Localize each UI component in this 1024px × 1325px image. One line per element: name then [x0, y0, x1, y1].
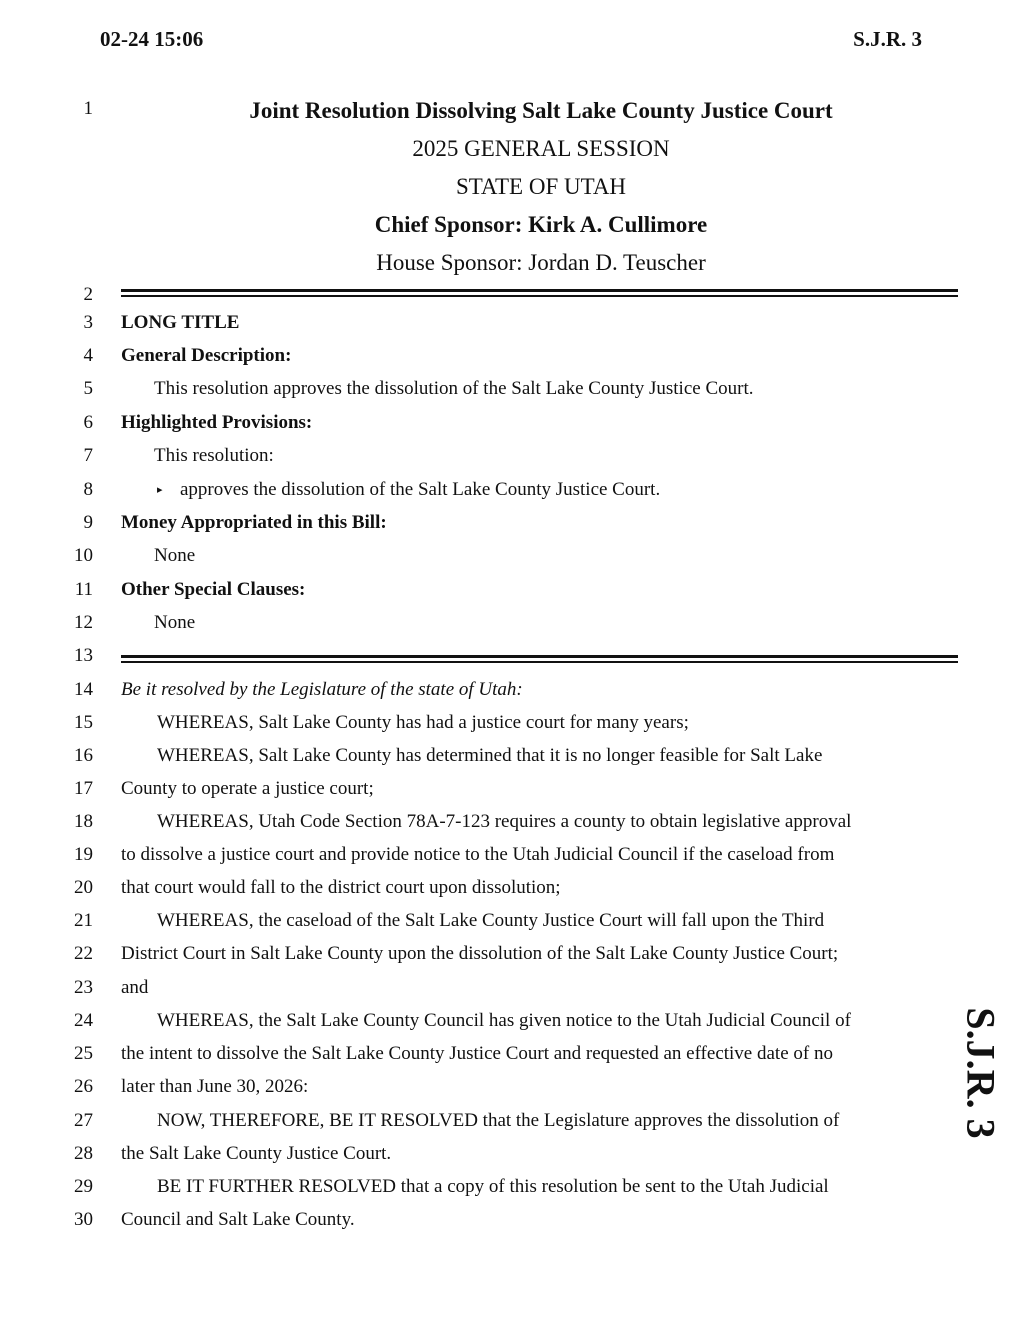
body-line: NOW, THEREFORE, BE IT RESOLVED that the Legislature approves the dissolution of — [157, 1110, 840, 1131]
line-number: 27 — [74, 1110, 93, 1131]
line-number: 23 — [74, 977, 93, 998]
session-label: 2025 GENERAL SESSION — [412, 136, 670, 161]
body-line: later than June 30, 2026: — [121, 1076, 309, 1097]
header-timestamp: 02-24 15:06 — [100, 27, 204, 51]
state-label: STATE OF UTAH — [455, 174, 627, 199]
line-number: 3 — [83, 312, 93, 333]
divider-rule — [121, 289, 958, 292]
line-number: 14 — [74, 679, 93, 700]
line-number: 6 — [83, 412, 93, 433]
line-number: 12 — [74, 612, 93, 633]
line-number: 13 — [74, 645, 93, 666]
side-bill-tag — [958, 1007, 1004, 1139]
body-line: District Court in Salt Lake County upon the dissolution of the Salt Lake County Justice Court; — [121, 943, 839, 964]
money-appropriated-value: None — [154, 545, 196, 566]
line-number: 26 — [74, 1076, 93, 1097]
title-block — [121, 97, 961, 277]
body-line: WHEREAS, the caseload of the Salt Lake County Justice Court will fall upon the Third — [157, 910, 825, 931]
special-clauses-value: None — [154, 612, 196, 633]
side-bill-tag-text: S.J.R. 3 — [958, 1007, 1004, 1139]
line-number: 2 — [83, 284, 93, 305]
body-line: County to operate a justice court; — [121, 778, 374, 799]
line-number: 9 — [83, 512, 93, 533]
body-line: the intent to dissolve the Salt Lake County Justice Court and requested an effective date of no — [121, 1043, 833, 1064]
body-line: the Salt Lake County Justice Court. — [121, 1143, 392, 1164]
line-number: 4 — [83, 345, 93, 366]
body-line: WHEREAS, Salt Lake County has had a justice court for many years; — [157, 712, 689, 733]
line-number: 15 — [74, 712, 93, 733]
divider-rule — [121, 295, 958, 297]
divider-rule — [121, 655, 958, 658]
line-number: 7 — [83, 445, 93, 466]
general-description-heading: General Description: — [121, 345, 292, 366]
highlighted-provisions-heading: Highlighted Provisions: — [121, 412, 313, 433]
line-number: 10 — [74, 545, 93, 566]
line-number: 25 — [74, 1043, 93, 1064]
body-line: to dissolve a justice court and provide notice to the Utah Judicial Council if the caseload from — [121, 844, 835, 865]
chief-sponsor: Chief Sponsor: Kirk A. Cullimore — [374, 212, 708, 237]
resolving-clause: Be it resolved by the Legislature of the state of Utah: — [121, 679, 523, 700]
line-number: 22 — [74, 943, 93, 964]
bullet-icon: ▸ — [157, 484, 163, 496]
line-number: 1 — [83, 98, 93, 119]
line-number: 18 — [74, 811, 93, 832]
highlighted-item: approves the dissolution of the Salt Lake County Justice Court. — [180, 479, 661, 500]
general-description-text: This resolution approves the dissolution of the Salt Lake County Justice Court. — [154, 378, 754, 399]
body-line: that court would fall to the district court upon dissolution; — [121, 877, 561, 898]
body-line: WHEREAS, Utah Code Section 78A-7-123 requires a county to obtain legislative approval — [157, 811, 852, 832]
line-number: 17 — [74, 778, 93, 799]
body-line: Council and Salt Lake County. — [121, 1209, 355, 1230]
highlighted-intro: This resolution: — [154, 445, 274, 466]
long-title-heading: LONG TITLE — [121, 312, 240, 333]
special-clauses-heading: Other Special Clauses: — [121, 579, 306, 600]
line-number: 29 — [74, 1176, 93, 1197]
line-number: 8 — [83, 479, 93, 500]
resolution-title: Joint Resolution Dissolving Salt Lake County Justice Court — [249, 98, 833, 123]
line-number: 28 — [74, 1143, 93, 1164]
line-number: 20 — [74, 877, 93, 898]
line-number: 24 — [74, 1010, 93, 1031]
line-number: 11 — [74, 579, 93, 600]
divider-rule — [121, 661, 958, 663]
line-number: 16 — [74, 745, 93, 766]
house-sponsor: House Sponsor: Jordan D. Teuscher — [376, 250, 706, 275]
body-line: BE IT FURTHER RESOLVED that a copy of this resolution be sent to the Utah Judicial — [157, 1176, 829, 1197]
header-bill-id: S.J.R. 3 — [853, 27, 922, 51]
body-line: WHEREAS, the Salt Lake County Council has given notice to the Utah Judicial Council of — [157, 1010, 851, 1031]
line-number: 5 — [83, 378, 93, 399]
body-line: WHEREAS, Salt Lake County has determined that it is no longer feasible for Salt Lake — [157, 745, 823, 766]
body-line: and — [121, 977, 149, 998]
line-number: 30 — [74, 1209, 93, 1230]
line-number: 21 — [74, 910, 93, 931]
line-number: 19 — [74, 844, 93, 865]
money-appropriated-heading: Money Appropriated in this Bill: — [121, 512, 387, 533]
